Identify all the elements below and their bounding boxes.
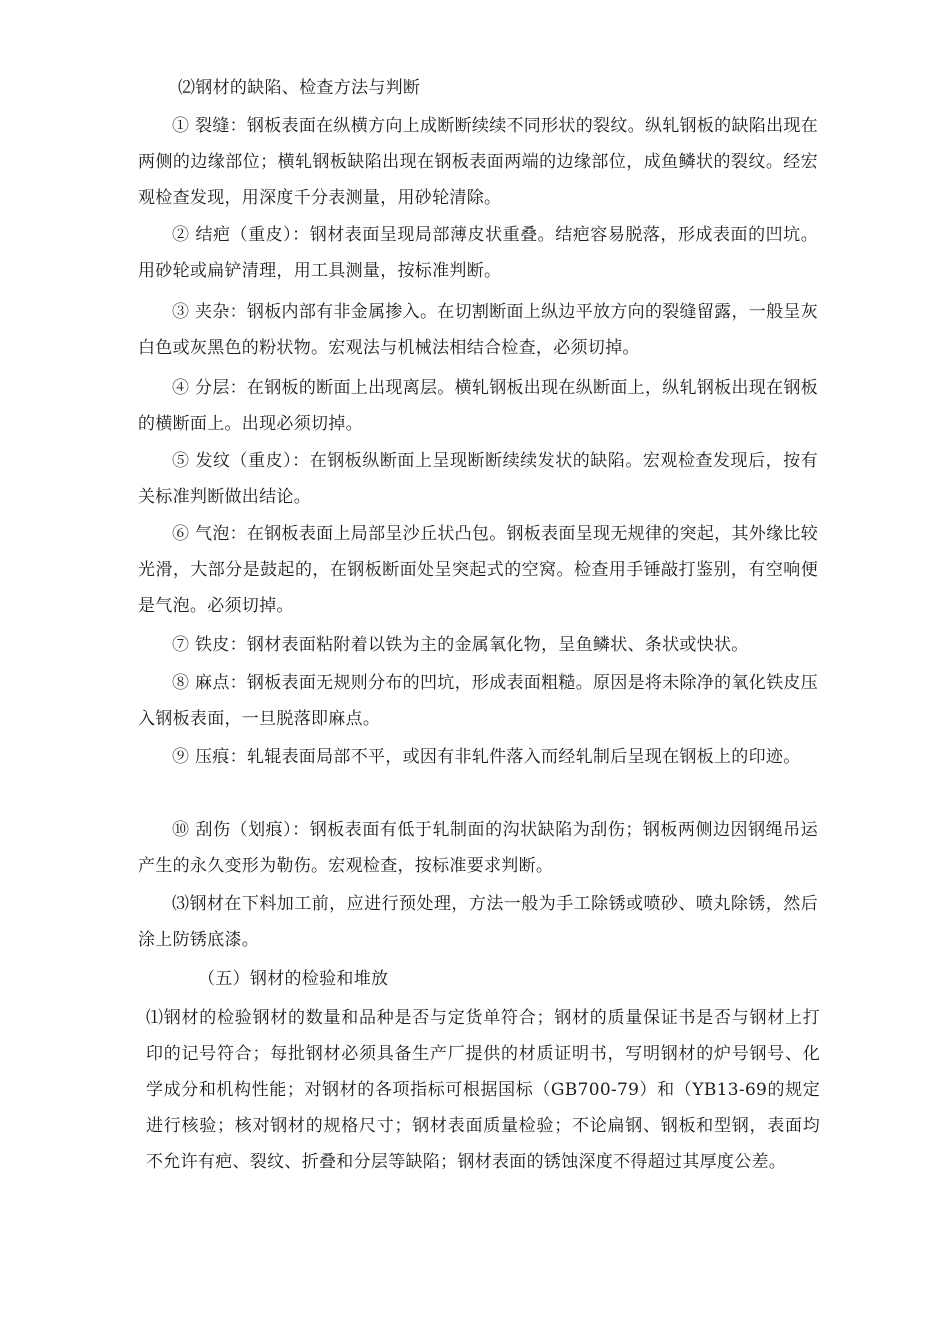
defect-item-cracks: ① 裂缝：钢板表面在纵横方向上成断断续续不同形状的裂纹。纵轧钢板的缺陷出现在两侧的边缘部位；横轧钢板缺陷出现在钢板表面两端的边缘部位，成鱼鳞状的裂纹。经宏观检查发现，用深度千分表测量，用砂轮清除。 xyxy=(138,116,818,208)
section-heading-inspection-storage: （五）钢材的检验和堆放 xyxy=(198,969,389,989)
defect-item-lamination: ④ 分层：在钢板的断面上出现离层。横轧钢板出现在纵断面上，纵轧钢板出现在钢板的横断面上。出现必须切掉。 xyxy=(138,378,818,434)
defect-item-scratch: ⑩ 刮伤（划痕）：钢板表面有低于轧制面的沟状缺陷为刮伤；钢板两侧边因钢绳吊运产生的永久变形为勒伤。宏观检查，按标准要求判断。 xyxy=(138,820,818,876)
inspection-paragraph: ⑴钢材的检验钢材的数量和品种是否与定货单符合；钢材的质量保证书是否与钢材上打印的记号符合；每批钢材必须具备生产厂提供的材质证明书，写明钢材的炉号钢号、化学成分和机构性能；对钢材的各项指标可根据国标（GB700-79）和（YB13-69的规定进行核验；核对钢材的规格尺寸；钢材表面质量检验；不论扁钢、钢板和型钢，表面均不允许有疤、裂纹、折叠和分层等缺陷；钢材表面的锈蚀深度不得超过其厚度公差。 xyxy=(146,1008,820,1172)
defect-item-pitting: ⑧ 麻点：钢板表面无规则分布的凹坑，形成表面粗糙。原因是将未除净的氧化铁皮压入钢板表面，一旦脱落即麻点。 xyxy=(138,673,818,729)
section-heading-defects: ⑵钢材的缺陷、检查方法与判断 xyxy=(178,78,421,98)
defect-item-indentation: ⑨ 压痕：轧辊表面局部不平，或因有非轧件落入而经轧制后呈现在钢板上的印迹。 xyxy=(172,747,801,767)
defect-item-scab: ② 结疤（重皮）：钢材表面呈现局部薄皮状重叠。结疤容易脱落，形成表面的凹坑。用砂轮或扁铲清理，用工具测量，按标准判断。 xyxy=(138,225,818,281)
pretreatment-paragraph: ⑶钢材在下料加工前，应进行预处理，方法一般为手工除锈或喷砂、喷丸除锈，然后涂上防锈底漆。 xyxy=(138,894,818,950)
defect-item-blister: ⑥ 气泡：在钢板表面上局部呈沙丘状凸包。钢板表面呈现无规律的突起，其外缘比较光滑，大部分是鼓起的，在钢板断面处呈突起式的空窝。检查用手锤敲打鉴别，有空响便是气泡。必须切掉。 xyxy=(138,524,818,616)
defect-item-hairline: ⑤ 发纹（重皮）：在钢板纵断面上呈现断断续续发状的缺陷。宏观检查发现后，按有关标准判断做出结论。 xyxy=(138,451,818,507)
defect-item-inclusion: ③ 夹杂：钢板内部有非金属掺入。在切割断面上纵边平放方向的裂缝留露，一般呈灰白色或灰黑色的粉状物。宏观法与机械法相结合检查，必须切掉。 xyxy=(138,302,818,358)
defect-item-scale: ⑦ 铁皮：钢材表面粘附着以铁为主的金属氧化物，呈鱼鳞状、条状或快状。 xyxy=(172,635,749,655)
